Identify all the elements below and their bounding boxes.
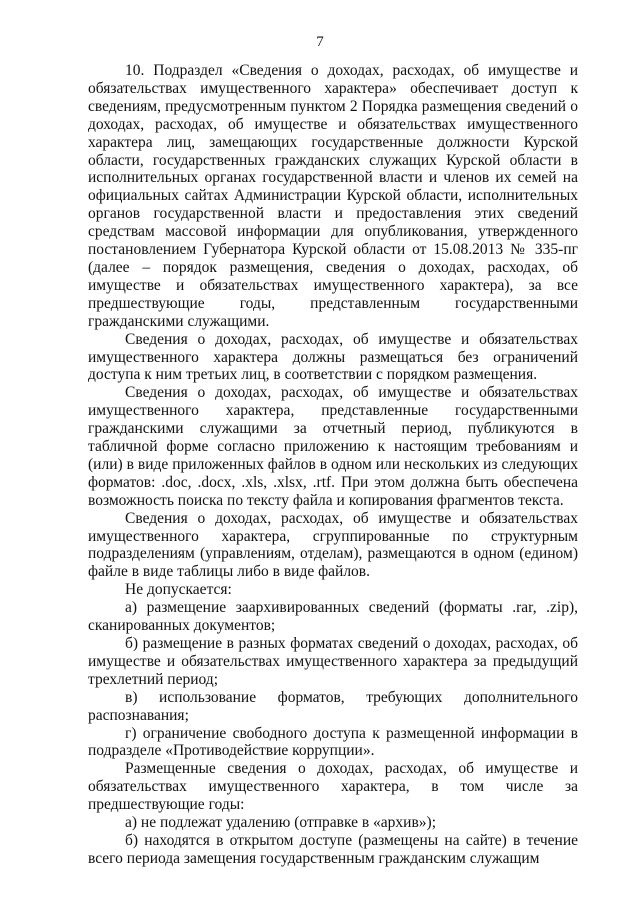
paragraph: Сведения о доходах, расходах, об имуществе и обязательствах имущественного характера, сгруппированные по структурным подразделениям (управлениям, отделам), размещаются в одном (едином) файле в виде таблицы либо в виде файлов. [88, 509, 578, 581]
list-item: б) размещение в разных форматах сведений о доходах, расходах, об имуществе и обязательствах имущественного характера за предыдущий трехлетний период; [88, 635, 578, 688]
paragraph: Сведения о доходах, расходах, об имуществе и обязательствах имущественного характера, представленные государственными гражданскими служащими за отчетный период, публикуются в табличной форме согласно приложению к настоящим требованиям и (или) в виде приложенных файлов в одном или нескольких из следующих форматов: .doc, .docx, .xls, .xlsx, .rtf. При этом должна быть обеспечена возможность поиска по тексту файла и копирования фрагментов текста. [88, 384, 578, 509]
list-item: а) не подлежат удалению (отправке в «архив»); [125, 814, 437, 832]
paragraph: Не допускается: [125, 581, 232, 599]
paragraph: 10. Подраздел «Сведения о доходах, расходах, об имуществе и обязательствах имущественного характера» обеспечивает доступ к сведениям, предусмотренным пунктом 2 Порядка размещения сведений о доходах, расходах, об имуществе и обязательствах имущественного характера лиц, замещающих государственные должности Курской области, государственных гражданских служащих Курской области в исполнительных органах государственной власти и членов их семей на официальных сайтах Администрации Курской области, исполнительных органов государственной власти и предоставления этих сведений средствам массовой информации для опубликования, утвержденного постановлением Губернатора Курской области от 15.08.2013 № 335-пг (далее – порядок размещения, сведения о доходах, расходах, об имуществе и обязательствах имущественного характера), за все предшествующие годы, представленным государственными гражданскими служащими. [88, 62, 578, 330]
paragraph: Размещенные сведения о доходах, расходах, об имуществе и обязательствах имущественного характера, в том числе за предшествующие годы: [88, 760, 578, 814]
list-item: а) размещение заархивированных сведений (форматы .rar, .zip), сканированных документов; [88, 599, 578, 635]
list-item: г) ограничение свободного доступа к размещенной информации в подразделе «Противодействие коррупции». [88, 724, 578, 760]
page-number: 7 [316, 34, 324, 50]
list-item: в) использование форматов, требующих дополнительного распознавания; [88, 688, 578, 724]
list-item: б) находятся в открытом доступе (размещены на сайте) в течение всего периода замещения государственным гражданским служащим [88, 831, 578, 867]
paragraph: Сведения о доходах, расходах, об имуществе и обязательствах имущественного характера должны размещаться без ограничений доступа к ним третьих лиц, в соответствии с порядком размещения. [88, 330, 578, 384]
document-body [88, 62, 578, 868]
